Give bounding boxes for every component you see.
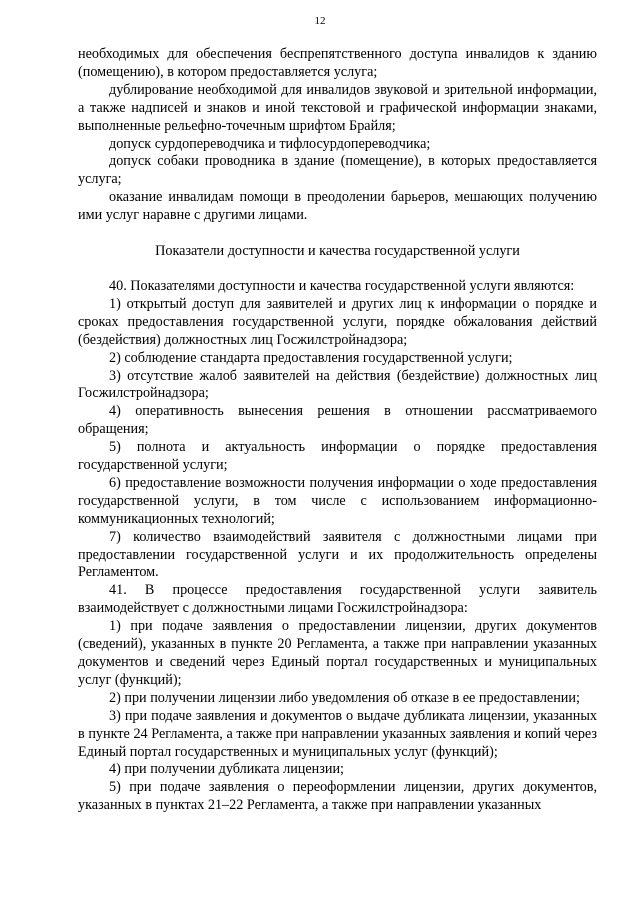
paragraph: необходимых для обеспечения беспрепятственного доступа инвалидов к зданию (помещению), в котором предоставляется услуга; [78, 46, 597, 80]
list-item: 7) количество взаимодействий заявителя с должностными лицами при предоставлении государственной услуги и их продолжительность определены Регламентом. [78, 528, 597, 581]
document-body [78, 46, 597, 815]
list-item: 4) оперативность вынесения решения в отношении рассматриваемого обращения; [78, 403, 597, 438]
list-item: 2) соблюдение стандарта предоставления государственной услуги; [109, 349, 513, 366]
list-item: 1) открытый доступ для заявителей и других лиц к информации о порядке и сроках предоставления государственной услуги, порядке обжалования действий (бездействия) должностных лиц Госжилстройнадзора; [78, 295, 597, 348]
list-item: 3) при подаче заявления и документов о выдаче дубликата лицензии, указанных в пункте 24 Регламента, а также при направлении указанных заявления и копий через Единый портал государственных и муниципальных услуг (функций); [78, 707, 597, 760]
paragraph: 40. Показателями доступности и качества государственной услуги являются: [109, 277, 575, 294]
list-item: 4) при получении дубликата лицензии; [109, 761, 344, 778]
list-item: 2) при получении лицензии либо уведомления об отказе в ее предоставлении; [109, 689, 580, 706]
section-heading: Показатели доступности и качества государственной услуги [155, 243, 520, 260]
list-item: 6) предоставление возможности получения информации о ходе предоставления государственной услуги, в том числе с использованием информационно-коммуникационных технологий; [78, 474, 597, 527]
list-item: 5) полнота и актуальность информации о порядке предоставления государственной услуги; [78, 439, 597, 474]
list-item: 3) отсутствие жалоб заявителей на действия (бездействие) должностных лиц Госжилстройнадзора; [78, 367, 597, 402]
paragraph: допуск сурдопереводчика и тифлосурдопереводчика; [109, 135, 431, 152]
paragraph: 41. В процессе предоставления государственной услуги заявитель взаимодействует с должностными лицами Госжилстройнадзора: [78, 582, 597, 617]
paragraph: дублирование необходимой для инвалидов звуковой и зрительной информации, а также надписей и знаков и иной текстовой и графической информации знаками, выполненные рельефно-точечным шрифтом Брайля; [78, 81, 597, 134]
list-item: 1) при подаче заявления о предоставлении лицензии, других документов (сведений), указанных в пункте 20 Регламента, а также при направлении указанных документов и сведений через Единый портал государственных и муниципальных услуг (функций); [78, 618, 597, 688]
list-item: 5) при подаче заявления о переоформлении лицензии, других документов, указанных в пунктах 21–22 Регламента, а также при направлении указанных [78, 779, 597, 814]
page-number: 12 [314, 15, 326, 27]
paragraph: допуск собаки проводника в здание (помещение), в которых предоставляется услуга; [78, 153, 597, 188]
section-accessibility-text [78, 278, 597, 815]
section-previous-text [78, 46, 597, 225]
paragraph: оказание инвалидам помощи в преодолении барьеров, мешающих получению ими услуг наравне с другими лицами. [78, 189, 597, 224]
